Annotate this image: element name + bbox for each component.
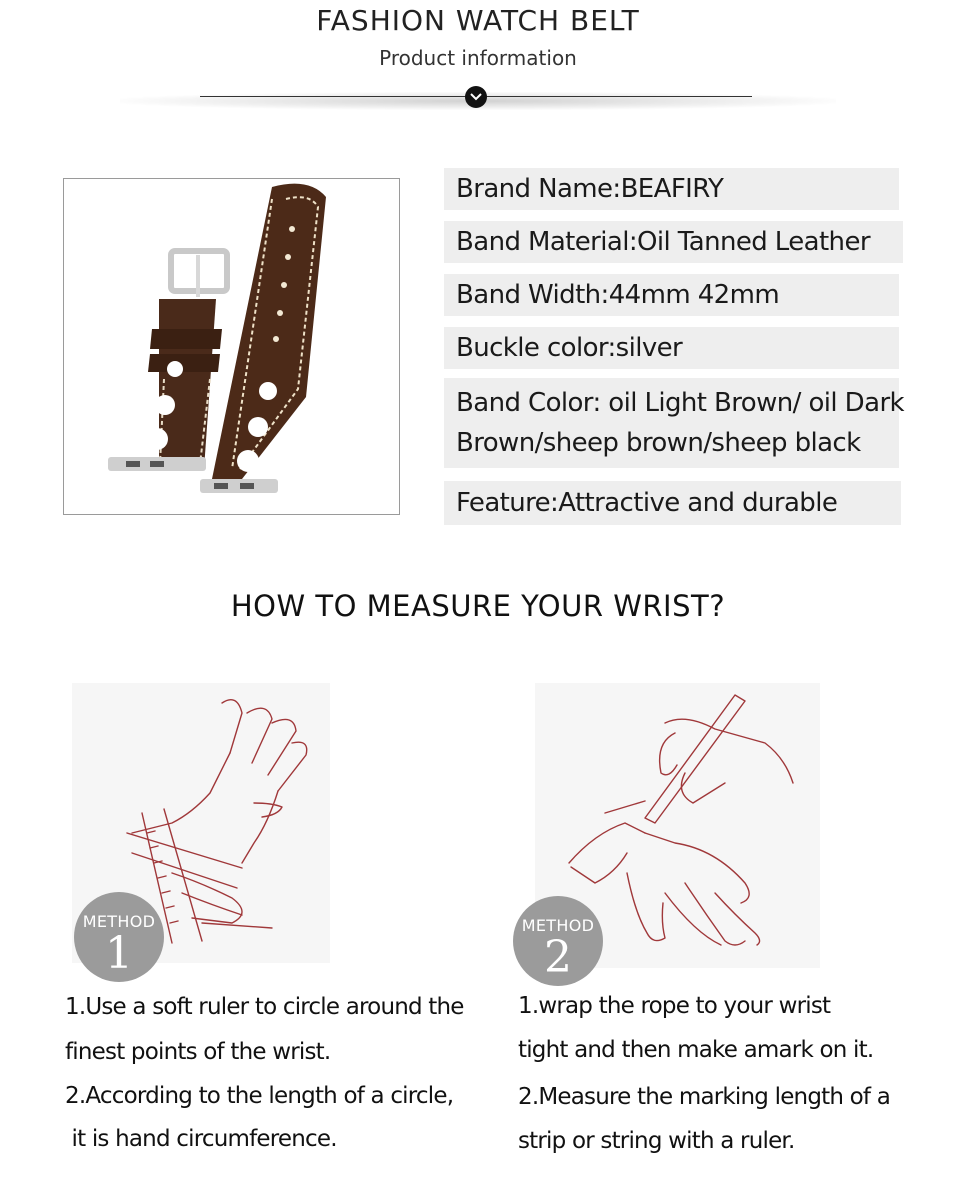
spec-feature-text: Feature:Attractive and durable bbox=[456, 488, 838, 518]
section-title: HOW TO MEASURE YOUR WRIST? bbox=[230, 589, 726, 623]
page-title: FASHION WATCH BELT bbox=[316, 4, 640, 37]
chevron-down-icon bbox=[465, 86, 487, 108]
method-1-label: METHOD bbox=[82, 912, 156, 931]
method-1-line-1: 1.Use a soft ruler to circle around the bbox=[65, 994, 464, 1020]
method-1-line-2: finest points of the wrist. bbox=[65, 1039, 331, 1065]
method-2-line-1: 1.wrap the rope to your wrist bbox=[518, 993, 831, 1019]
watch-band-illustration bbox=[64, 179, 399, 514]
product-image bbox=[63, 178, 400, 515]
method-2-line-2: tight and then make amark on it. bbox=[518, 1037, 874, 1063]
method-2-number: 2 bbox=[544, 932, 572, 983]
method-2-line-4: strip or string with a ruler. bbox=[518, 1128, 795, 1154]
spec-band-width bbox=[444, 274, 899, 316]
spec-band-color-line-2: Brown/sheep brown/sheep black bbox=[456, 428, 861, 458]
method-1-badge bbox=[74, 892, 164, 982]
spec-band-color-line-1: Band Color: oil Light Brown/ oil Dark bbox=[456, 388, 904, 418]
method-1-number: 1 bbox=[105, 928, 133, 979]
spec-buckle-color-text: Buckle color:silver bbox=[456, 333, 683, 363]
spec-band-color bbox=[444, 378, 904, 468]
method-1-line-3: 2.According to the length of a circle, bbox=[65, 1083, 454, 1109]
spec-buckle-color bbox=[444, 327, 899, 369]
spec-band-material bbox=[444, 221, 903, 263]
spec-feature bbox=[444, 481, 901, 525]
method-2-badge bbox=[513, 896, 603, 986]
spec-brand-name-text: Brand Name:BEAFIRY bbox=[456, 174, 724, 204]
spec-band-width-text: Band Width:44mm 42mm bbox=[456, 280, 780, 310]
method-1-line-4: it is hand circumference. bbox=[65, 1126, 337, 1152]
spec-band-material-text: Band Material:Oil Tanned Leather bbox=[456, 227, 870, 257]
page-subtitle: Product information bbox=[379, 46, 577, 70]
spec-brand-name bbox=[444, 168, 899, 210]
method-2-label: METHOD bbox=[521, 916, 595, 935]
method-2-line-3: 2.Measure the marking length of a bbox=[518, 1084, 891, 1110]
